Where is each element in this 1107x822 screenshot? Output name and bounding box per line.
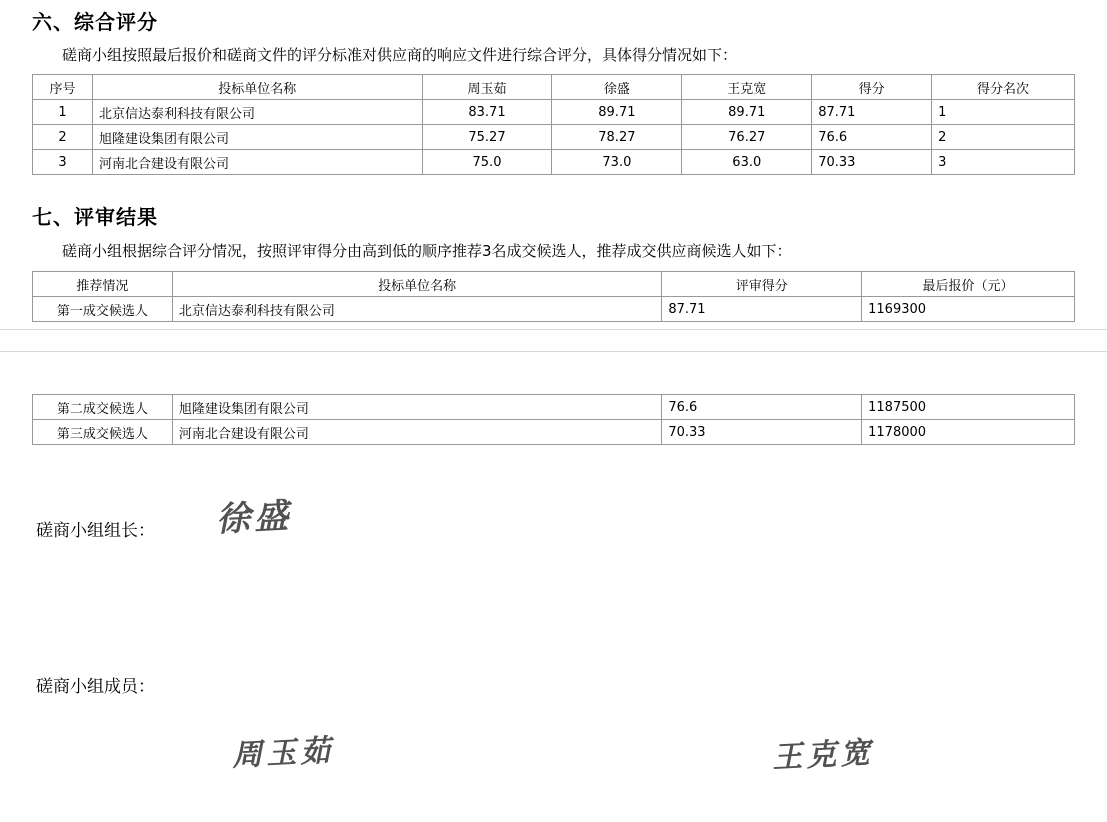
cell-rank: 1	[932, 100, 1075, 125]
cell-index: 3	[33, 150, 93, 175]
cell-score: 63.0	[682, 150, 812, 175]
cell-rank: 2	[932, 125, 1075, 150]
column-header: 得分名次	[932, 75, 1075, 100]
cell-company: 旭隆建设集团有限公司	[92, 125, 422, 150]
cell-rank: 3	[932, 150, 1075, 175]
column-header: 周玉茹	[422, 75, 552, 100]
cell-price: 1187500	[862, 395, 1075, 420]
cell-score: 75.27	[422, 125, 552, 150]
column-header: 徐盛	[552, 75, 682, 100]
column-header: 投标单位名称	[92, 75, 422, 100]
cell-company: 旭隆建设集团有限公司	[172, 395, 661, 420]
cell-score: 70.33	[662, 420, 862, 445]
cell-company: 河南北合建设有限公司	[92, 150, 422, 175]
cell-total: 87.71	[812, 100, 932, 125]
scoring-table	[32, 74, 1075, 175]
column-header: 序号	[33, 75, 93, 100]
table-header-row	[33, 272, 1075, 297]
table-row	[33, 100, 1075, 125]
cell-score: 78.27	[552, 125, 682, 150]
column-header: 王克宽	[682, 75, 812, 100]
cell-company: 河南北合建设有限公司	[172, 420, 661, 445]
handwritten-signature-member-1: 周玉茹	[231, 733, 336, 774]
cell-price: 1169300	[862, 297, 1075, 322]
page-separator	[0, 330, 1107, 352]
result-paragraph: 磋商小组根据综合评分情况，按照评审得分由高到低的顺序推荐3名成交候选人，推荐成交供应商候选人如下：	[62, 242, 792, 260]
handwritten-signature-leader: 徐盛	[215, 496, 294, 540]
cell-company: 北京信达泰利科技有限公司	[172, 297, 661, 322]
column-header: 投标单位名称	[172, 272, 661, 297]
table-row	[33, 150, 1075, 175]
members-signature-label: 磋商小组成员：	[36, 677, 155, 697]
column-header: 评审得分	[662, 272, 862, 297]
cell-rank-label: 第二成交候选人	[33, 395, 173, 420]
column-header: 得分	[812, 75, 932, 100]
cell-score: 87.71	[662, 297, 862, 322]
leader-signature-label: 磋商小组组长：	[36, 521, 155, 541]
cell-total: 76.6	[812, 125, 932, 150]
cell-company: 北京信达泰利科技有限公司	[92, 100, 422, 125]
handwritten-signature-member-2: 王克宽	[771, 735, 876, 776]
section-heading-scoring: 六、综合评分	[32, 10, 158, 34]
cell-rank-label: 第三成交候选人	[33, 420, 173, 445]
cell-score: 89.71	[552, 100, 682, 125]
page-section-top	[0, 0, 1107, 330]
cell-rank-label: 第一成交候选人	[33, 297, 173, 322]
column-header: 推荐情况	[33, 272, 173, 297]
page-section-bottom	[0, 352, 1107, 822]
table-row	[33, 297, 1075, 322]
cell-price: 1178000	[862, 420, 1075, 445]
cell-score: 89.71	[682, 100, 812, 125]
cell-score: 83.71	[422, 100, 552, 125]
table-row	[33, 420, 1075, 445]
table-row	[33, 395, 1075, 420]
result-table-page2	[32, 394, 1075, 445]
table-row	[33, 125, 1075, 150]
cell-score: 76.6	[662, 395, 862, 420]
scoring-paragraph: 磋商小组按照最后报价和磋商文件的评分标准对供应商的响应文件进行综合评分，具体得分情况如下：	[62, 46, 738, 64]
section-heading-result: 七、评审结果	[32, 205, 158, 229]
column-header: 最后报价（元）	[862, 272, 1075, 297]
cell-score: 76.27	[682, 125, 812, 150]
cell-score: 75.0	[422, 150, 552, 175]
cell-score: 73.0	[552, 150, 682, 175]
table-header-row	[33, 75, 1075, 100]
cell-index: 2	[33, 125, 93, 150]
cell-index: 1	[33, 100, 93, 125]
cell-total: 70.33	[812, 150, 932, 175]
result-table-page1	[32, 271, 1075, 322]
